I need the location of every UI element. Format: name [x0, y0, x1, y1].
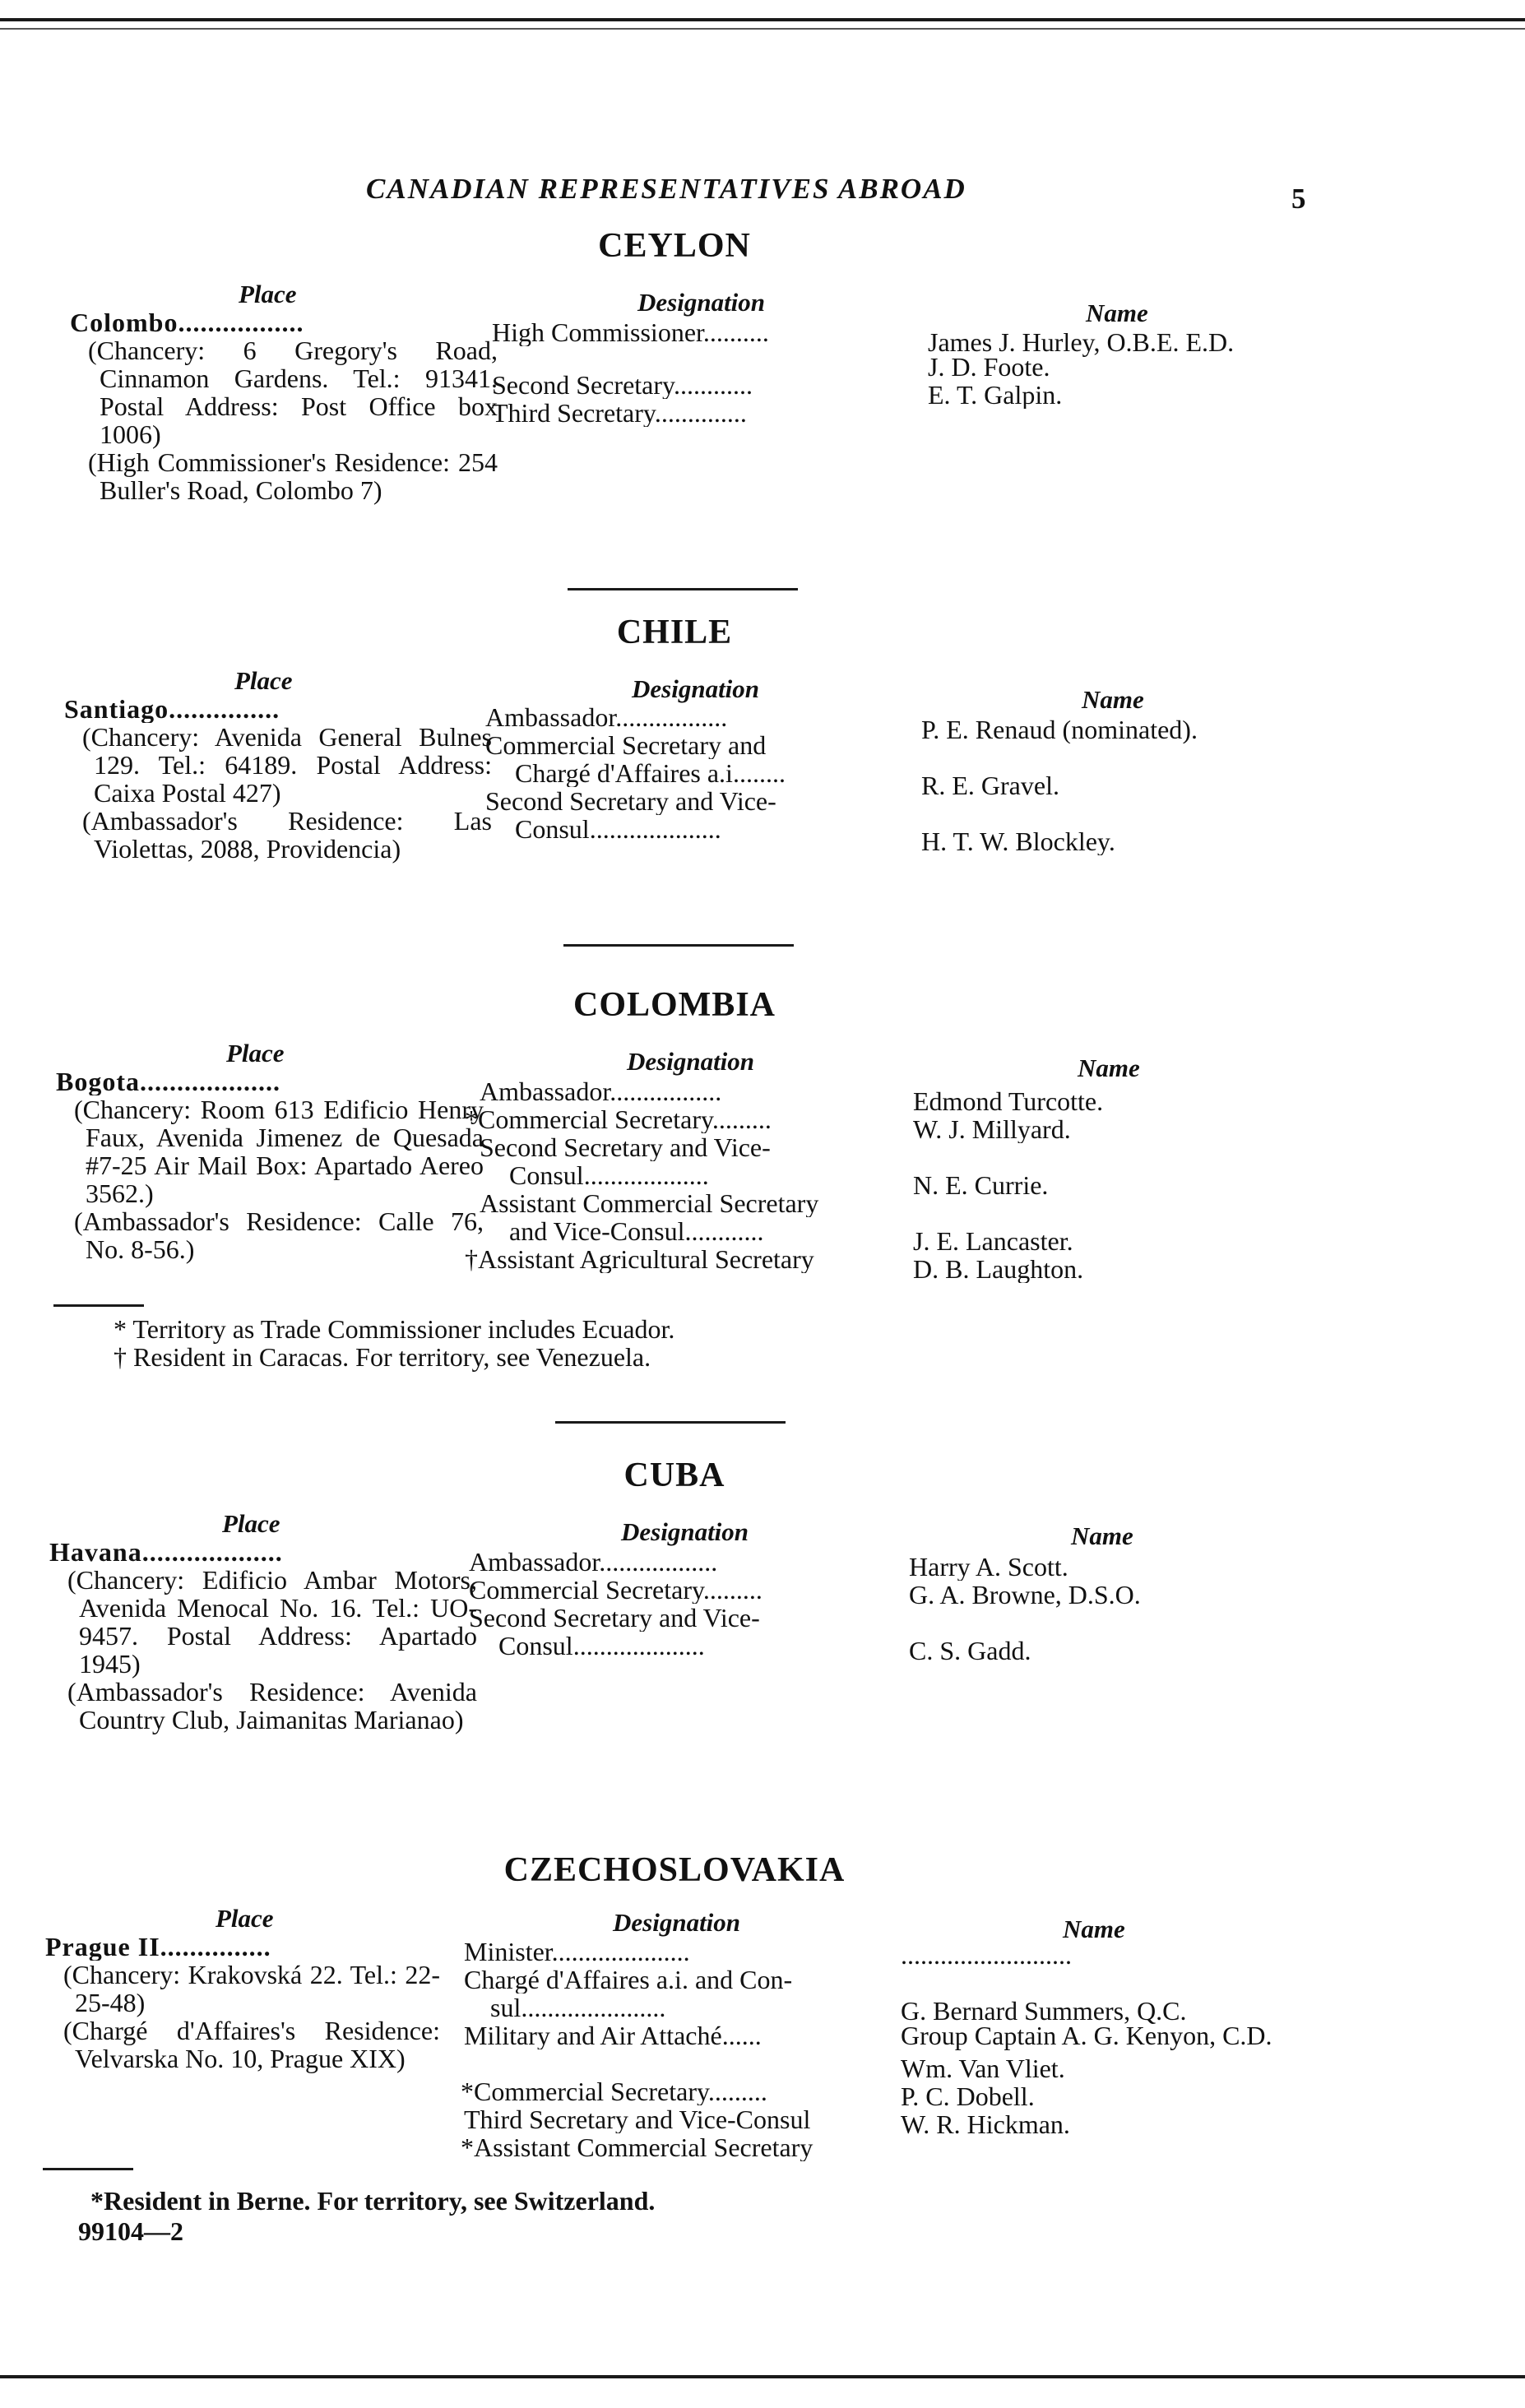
designation-entry: Consul...................: [509, 1161, 709, 1189]
bottom-edge-rule: [0, 2375, 1525, 2378]
name-column-header: Name: [1082, 685, 1144, 714]
designation-entry: Ambassador.................: [480, 1077, 722, 1105]
place-cell: [45, 1933, 440, 2072]
residence-address: (Ambassador's Residence: Las Violettas, 2088, Providencia): [82, 806, 492, 864]
chancery-address: (Chancery: Edificio Ambar Motors, Avenida Menocal No. 16. Tel.: UO-9457. Postal Address: Apartado 1945): [67, 1565, 477, 1679]
section-divider: [555, 1421, 786, 1424]
name-entry: ..........................: [901, 1941, 1072, 1969]
name-entry: P. C. Dobell.: [901, 2082, 1035, 2110]
country-heading: CZECHOSLOVAKIA: [503, 1851, 846, 1889]
footnote: *Resident in Berne. For territory, see Switzerland.: [90, 2186, 656, 2216]
name-entry: W. R. Hickman.: [901, 2110, 1070, 2138]
name-entry: W. J. Millyard.: [913, 1115, 1071, 1143]
designation-entry: Consul....................: [515, 815, 721, 843]
designation-entry: Chargé d'Affaires a.i. and Con-: [464, 1966, 793, 1994]
designation-column-header: Designation: [613, 1908, 741, 1937]
place-column-header: Place: [216, 1904, 274, 1933]
designation-entry: Minister.....................: [464, 1938, 690, 1966]
designation-column-header: Designation: [627, 1047, 755, 1076]
place-column-header: Place: [234, 666, 293, 695]
name-entry: H. T. W. Blockley.: [921, 827, 1115, 855]
page-number: 5: [1291, 183, 1306, 215]
name-cell: [909, 1553, 1304, 1665]
designation-entry: Commercial Secretary and: [485, 731, 767, 759]
designation-entry: Ambassador..................: [469, 1548, 718, 1576]
place-cell: [56, 1067, 484, 1263]
designation-entry: *Commercial Secretary.........: [461, 2077, 767, 2105]
designation-entry: Second Secretary and Vice-: [469, 1604, 760, 1632]
name-cell: [913, 1087, 1308, 1283]
place-city: Prague II...............: [45, 1933, 271, 1961]
designation-column-header: Designation: [621, 1517, 749, 1546]
name-entry: E. T. Galpin.: [928, 381, 1063, 409]
place-city: Santiago...............: [64, 695, 280, 723]
chancery-address: (Chancery: Krakovská 22. Tel.: 22-25-48): [63, 1960, 440, 2017]
name-entry: J. E. Lancaster.: [913, 1227, 1073, 1255]
designation-entry: †Assistant Agricultural Secretary: [465, 1245, 814, 1273]
country-heading: CUBA: [623, 1456, 725, 1494]
country-heading: CEYLON: [598, 227, 751, 265]
name-column-header: Name: [1071, 1521, 1133, 1550]
name-entry: G. Bernard Summers, Q.C.: [901, 1997, 1187, 2025]
name-cell: [901, 1941, 1296, 2138]
designation-entry: Second Secretary............: [492, 371, 753, 399]
designation-entry: Consul....................: [498, 1632, 705, 1660]
running-head: CANADIAN REPRESENTATIVES ABROAD: [366, 173, 966, 205]
residence-address: (Ambassador's Residence: Calle 76, No. 8-56.): [74, 1206, 484, 1264]
designation-cell: [469, 1548, 872, 1660]
footnote-rule: [53, 1304, 144, 1307]
name-column-header: Name: [1086, 299, 1148, 327]
designation-entry: Third Secretary..............: [492, 399, 747, 427]
name-entry: Harry A. Scott.: [909, 1553, 1068, 1581]
place-cell: [70, 308, 498, 504]
place-column-header: Place: [239, 280, 297, 308]
name-entry: J. D. Foote.: [928, 353, 1050, 381]
designation-entry: Military and Air Attaché......: [464, 2021, 762, 2049]
name-cell: [921, 715, 1316, 855]
name-column-header: Name: [1078, 1054, 1140, 1082]
name-cell: [928, 327, 1290, 409]
designation-cell: [492, 318, 895, 427]
name-entry: N. E. Currie.: [913, 1171, 1049, 1199]
place-city: Colombo.................: [70, 308, 304, 336]
designation-column-header: Designation: [632, 674, 760, 703]
name-entry: D. B. Laughton.: [913, 1255, 1084, 1283]
designation-entry: High Commissioner..........: [492, 318, 769, 346]
residence-address: (Chargé d'Affaires's Residence: Velvarska No. 10, Prague XIX): [63, 2016, 440, 2073]
place-city: Havana...................: [49, 1538, 283, 1566]
place-cell: [64, 695, 492, 863]
place-city: Bogota...................: [56, 1067, 280, 1095]
designation-entry: Chargé d'Affaires a.i........: [515, 759, 786, 787]
designation-entry: Second Secretary and Vice-: [480, 1133, 771, 1161]
designation-entry: *Assistant Commercial Secretary: [461, 2133, 813, 2161]
designation-column-header: Designation: [637, 288, 766, 317]
designation-entry: Second Secretary and Vice-: [485, 787, 776, 815]
name-entry: P. E. Renaud (nominated).: [921, 715, 1198, 743]
place-column-header: Place: [226, 1039, 285, 1067]
name-entry: James J. Hurley, O.B.E. E.D.: [928, 327, 1235, 357]
section-divider: [568, 588, 798, 590]
designation-entry: Ambassador.................: [485, 703, 728, 731]
top-edge-rule-secondary: [0, 28, 1525, 30]
chancery-address: (Chancery: Avenida General Bulnes 129. Tel.: 64189. Postal Address: Caixa Postal 427): [82, 722, 492, 808]
name-column-header: Name: [1063, 1915, 1125, 1943]
designation-entry: and Vice-Consul............: [509, 1217, 764, 1245]
designation-entry: Assistant Commercial Secretary: [480, 1189, 819, 1217]
name-entry: Edmond Turcotte.: [913, 1087, 1104, 1115]
top-edge-rule: [0, 18, 1525, 21]
section-divider: [563, 944, 794, 947]
print-code: 99104—2: [78, 2216, 183, 2246]
name-entry: C. S. Gadd.: [909, 1637, 1031, 1665]
name-entry: Group Captain A. G. Kenyon, C.D.: [901, 2021, 1272, 2050]
chancery-address: (Chancery: Room 613 Edificio Henry Faux, Avenida Jimenez de Quesada #7-25 Air Mail Box: Apartado Aereo 3562.): [74, 1095, 484, 1208]
designation-cell: [465, 1077, 892, 1273]
footnote: * Territory as Trade Commissioner includes Ecuador.: [114, 1314, 675, 1344]
designation-entry: Third Secretary and Vice-Consul: [464, 2105, 811, 2133]
place-column-header: Place: [222, 1509, 280, 1538]
chancery-address: (Chancery: 6 Gregory's Road, Cinnamon Gardens. Tel.: 91341. Postal Address: Post Office box 1006): [88, 336, 498, 449]
designation-entry: *Commercial Secretary.........: [465, 1105, 772, 1133]
designation-cell: [485, 703, 888, 843]
name-entry: Wm. Van Vliet.: [901, 2054, 1065, 2082]
name-entry: G. A. Browne, D.S.O.: [909, 1581, 1141, 1609]
country-heading: CHILE: [616, 614, 733, 651]
place-cell: [49, 1538, 477, 1734]
name-entry: R. E. Gravel.: [921, 771, 1059, 799]
footnote-rule: [43, 2168, 133, 2170]
residence-address: (Ambassador's Residence: Avenida Country Club, Jaimanitas Marianao): [67, 1677, 477, 1734]
designation-entry: Commercial Secretary.........: [469, 1576, 762, 1604]
designation-entry: sul......................: [490, 1994, 666, 2021]
residence-address: (High Commissioner's Residence: 254 Buller's Road, Colombo 7): [88, 447, 498, 505]
footnote: † Resident in Caracas. For territory, see Venezuela.: [114, 1342, 651, 1372]
country-heading: COLOMBIA: [572, 986, 776, 1024]
designation-cell: [461, 1938, 880, 2161]
